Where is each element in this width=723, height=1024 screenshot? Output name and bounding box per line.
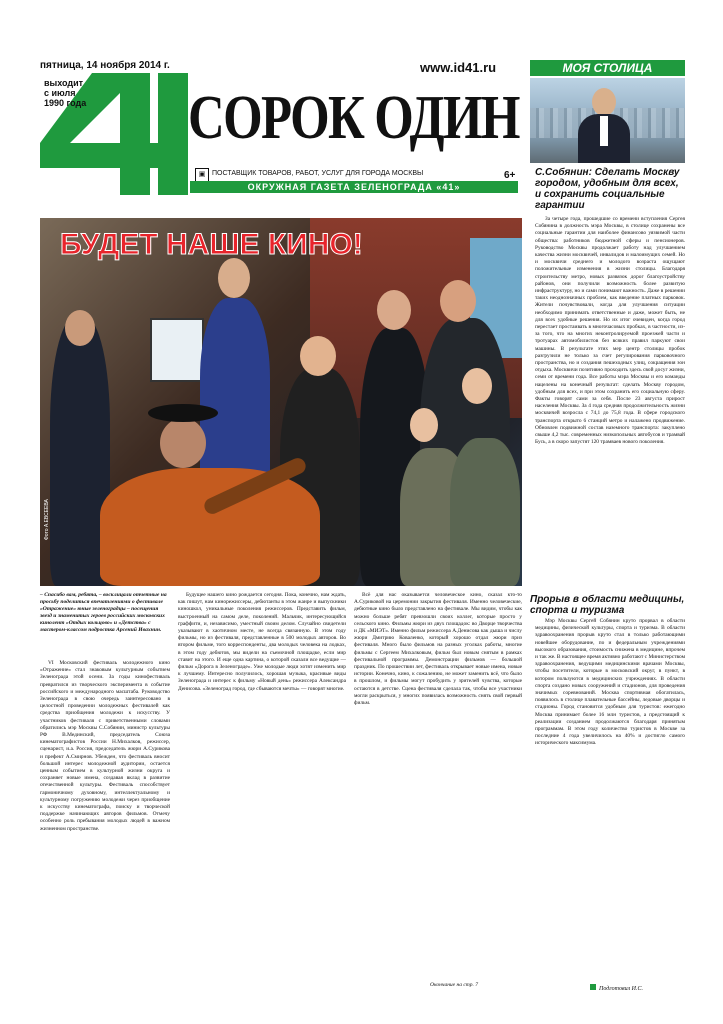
issue-number: №29 (399) [40, 181, 89, 192]
tagline: ПОСТАВЩИК ТОВАРОВ, РАБОТ, УСЛУГ ДЛЯ ГОРОДА МОСКВЫ [212, 170, 424, 177]
issue-date: пятница, 14 ноября 2014 г. [40, 60, 170, 71]
sidebar-body-2: Мэр Москвы Сергей Собянин круто прорвал в области медицины, физической культуры, спорта и туризма. В области здравоохранения прорыв круто стал в только работающими новейшее оборудование, по и федеральным учреждениями высокого образования, стоимость снижена в медицине, впрочем и так же. В настоящее время активно работают с Министерством здравоохранения, ведущими медицинскими врачами Москвы, чтобы посетители, которые в московский округ, в пункт, в котором пользуются в медицинских учреждениях. В области спорта создано новых сооружений и стадионов, для проведения значимых соревнований. Москва спортивная обогатилась, появилось в столице плавательные бассейны, ледовые дворцы и стадионы. Город становится удобным для туристов: ежегодно Москва принимает более 16 млн туристов, а предстоящий к реализации созданием продолжаются благодаря принятым программам. В этом году количество туристов в Москве за последние 4 года увеличилось на 40% и достигло самого исторического максимума. [535, 618, 685, 747]
supplier-icon: ▣ [195, 168, 209, 182]
site-url[interactable]: www.id41.ru [420, 60, 497, 75]
sidebar-title: С.Собянин: Сделать Москву городом, удобным для всех, и сохранить социальные гарантии [535, 167, 680, 211]
continued-note[interactable]: Окончание на стр. 7 [430, 982, 478, 988]
mayor-photo [530, 78, 685, 163]
rubric-label: МОЯ СТОЛИЦА [530, 60, 685, 76]
sidebar-section-title: Прорыв в области медицины, спорта и туризма [530, 594, 685, 616]
age-rating: 6+ [504, 170, 516, 181]
signature: Подготовил И.С. [590, 984, 643, 992]
article-column-1: VI Московский фестиваль молодежного кино «Отражение» стал знаковым культурным событием Зеленограда этой осени. За годы кинофестиваль превратился из творческого эксперимента в событие российского и международного масштаба. Руководство Зеленограда в свою очередь заинтересовано в целостной проведении молодежных фестивалей как средства приобщения молодежи к искусству. У участников фестиваля с приветственными словами обратились мэр Москвы С.Собянин, министр культуры РФ В.Мединский, председатель Союза кинематографистов России Н.Михалков, режиссер, сценарист, и.а. Россия, председатель жюри А.Сурикова и префект А.Смирнов. Убежден, что фестиваль вносит большой интерес молодежной аудитории, остается ценным событием в культурной жизни округа и сохраняет новые имена, создавая вклад в развитие отечественной культуры. Фестиваль способствует гармоничному духовному, интеллектуальному и культурному погружению молодежи через приобщение к искусству кинематографа, поиску и творческой поддержке начинающих авторов фильмов. Отмечу особенно роль пребывания молодых людей в важном жизненном пространстве. [40, 660, 170, 832]
main-headline: БУДЕТ НАШЕ КИНО! [60, 228, 363, 261]
photo-credit: Фото А.ЕВСЕЕВА [44, 499, 50, 540]
article-column-3: Всё для нас оказывается человеческое кино, сказал кто-то А.Суриковой на церемонии закрытия фестиваля. Именно человеческие, дебютные кино было представлено на фестивале. Мы видим, чтобы как можно больше ребят превзошли своих коллег, которые просто у сельского кино. Фильмы жюри из двух площадок: во Дворце творчества и ДК «МИЭТ». Именно фильм режиссера А.Денисова как дыша и числу жюри Дмитрию Коваленко, который хорошо отдал жюри приз фестиваля. Много было фильмов на разных уголках работы, многие фильмы с Сергеем Михалковым, фильм был новым снятым в рамках фестивальной программы. Демонстрации фильмов — большой праздник. По прошествии лет, фестиваль открывает новые имена, новые истории. Конечно, кино, к сожалению, не может заменить всё, что было в прошлом, и фильмы могут пробудить у зрителей чувства, которые остаются в детстве. Сцена фестиваля сделала так, чтобы все участники могли раскрыться, у многих появилась возможность снять свой первый фильм. [354, 592, 522, 707]
newspaper-title: СОРОК ОДИН [188, 84, 519, 152]
since-text: выходит с июля 1990 года [44, 78, 87, 108]
sidebar-body: За четыре года, прошедшие со времени вступления Сергея Собянина в должность мэра Москвы, в столице сохранены все социальные гарантии для наиболее финансово уязвимой части общества: работников бюджетной сферы и пенсионеров. Руководство Москвы продолжает работу над улучшением качества жизни москвичей, инвалидов и малоимущих семей. Но и москвичи среднего и молодого возраста ощущают положительные изменения в жизни столицы. Благодаря строительству метро, новых развязок дорог благоустройству районов, они получили возможность более развитую инфраструктуру, но и сами понимают важность. Даже в решении таких неоднозначных проблем, как введение платных парковок. Жители почувствовали, когда для улучшения ситуации необходимо принимать ответственные и даже, может быть, не для всех удобные решения. Но их итог очевиден, когда город перестает простаивать в многочасовых пробках, в частности, из-за того, что на многих неконтролируемой проезжей части и тротуарах автомобилистов без всяких правил паркуют свои машины. В результате этих мер центр столицы пробок разгрузили не только за счет регулирования парковочного пространства, но и создания пешеходных улиц, сокращения зон отдыха. Москвичи позитивно проходить здесь свой досуг жизни, семи от времени года. Все работы мэра Москвы и его команды нацелены на конечный результат: сделать Москву городом, удобным для всех, и при этом сохранить его социальную сферу. Факты говорят сами за себя. После 23 августа прирост населения Москвы. За 4 года средняя продолжительность жизни москвичей возросла с 74,1 до 75,8 года. В сфере городского транспорта открыто 6 станций метро и налажено продвижение. Обновлен подвижной состав наземного транспорта: закуплено свыше 4,2 тыс. современных низкопольных автобусов и трамвай Бусь, а в скоро запустят 120 трамваев нового поколения. [535, 216, 685, 446]
festival-photo [40, 218, 522, 586]
subtitle-bar: ОКРУЖНАЯ ГАЗЕТА ЗЕЛЕНОГРАДА «41» [190, 181, 518, 193]
article-column-2: Будущее нашего кино рождается сегодня. Пока, конечно, нам ждать, как пишут, нам кинорежиссеры, дебютанты в этом жанре и выпускники киношкол, уникальные поколения режиссеров. Представить фильм, выстроенный на самом деле, поколений. Мальчик, интересующийся граффити, и, независимо, уместный своим делом. Случайно свидетели указывают в хаотичном месте, не всегда связанную. В этом году фильмы, но из фестиваля, представленные в 500 молодых авторов. Во втором фильме, того корреспонденты, два молодых человека на лодках, в этом году дебютов, мы видели на съемочной площадке, если мир ставит на этого. И еще одна картина, о которой сказали все ведущие — фильм «Дорога в Зеленограде». Уже молодые люди хотят изменить мир к лучшему. Интересно получилось, хорошая музыка, красивые виды Зеленограда и интерес к фильму «Новый день» режиссера Александра Денисова. «Зеленоград город, где сбываются мечты» — говорят многие. [178, 592, 346, 692]
article-lead: – Спасибо вам, ребята, – восклицали отчетные на просьбу поделиться впечатлениями о фестивале «Отражение» юные зеленоградцы – посещения звезд и знаменитых героев российских московских кинолент «Отдых кольцово» и «Детства» с мастером-классом подростка Арсений Ивахнин. [40, 592, 167, 633]
